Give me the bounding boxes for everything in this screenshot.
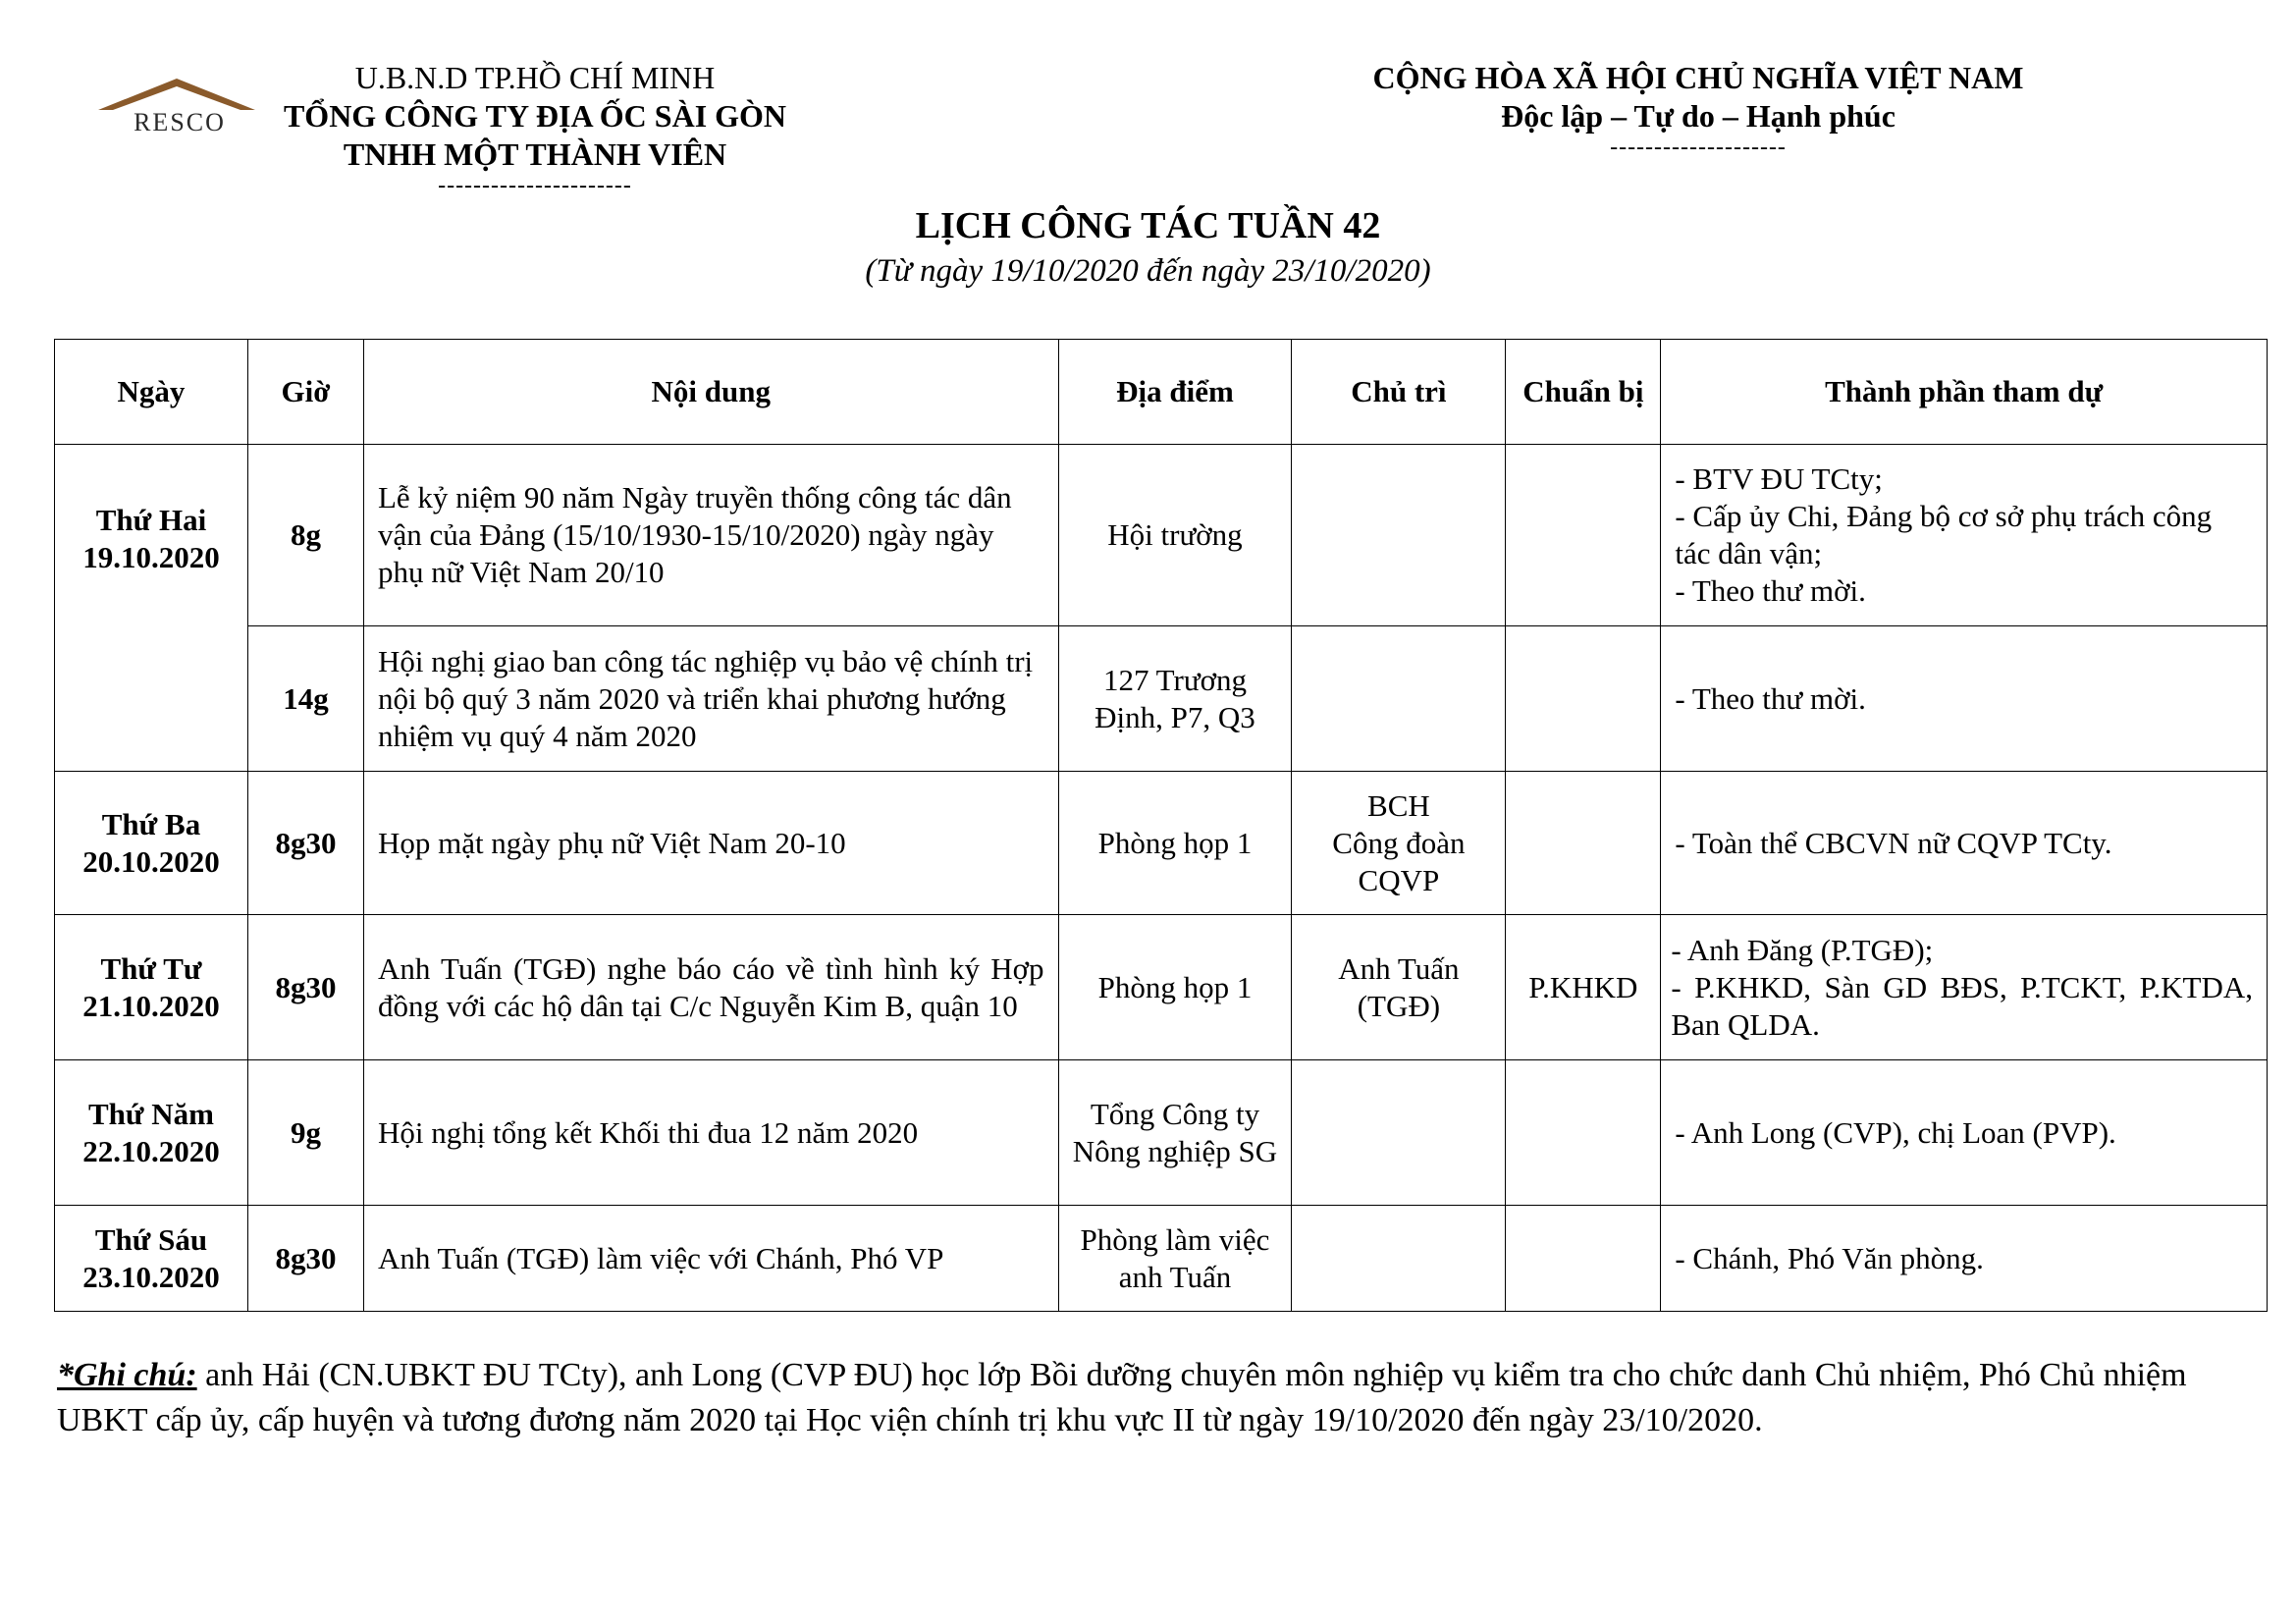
table-row [55,915,2268,1060]
cell-day: Thứ Năm 22.10.2020 [55,1060,248,1206]
cell-time: 8g30 [247,915,363,1060]
cell-place: Phòng họp 1 [1058,772,1292,915]
cell-attendees: - Chánh, Phó Văn phòng. [1661,1206,2268,1312]
cell-attendees: - Theo thư mời. [1661,626,2268,772]
cell-time: 8g30 [247,1206,363,1312]
header-place: Địa điểm [1058,340,1292,445]
cell-chair [1292,1206,1506,1312]
header-day: Ngày [55,340,248,445]
page-subtitle: (Từ ngày 19/10/2020 đến ngày 23/10/2020) [865,253,1431,289]
cell-content: Họp mặt ngày phụ nữ Việt Nam 20-10 [363,772,1058,915]
cell-content: Lễ kỷ niệm 90 năm Ngày truyền thống công tác dân vận của Đảng (15/10/1930-15/10/2020) ngày ngày phụ nữ Việt Nam 20/10 [363,445,1058,626]
cell-content: Hội nghị tổng kết Khối thi đua 12 năm 2020 [363,1060,1058,1206]
cell-attendees: - BTV ĐU TCty; - Cấp ủy Chi, Đảng bộ cơ sở phụ trách công tác dân vận; - Theo thư mời. [1661,445,2268,626]
footnote-label: *Ghi chú: [57,1357,197,1393]
header-time: Giờ [247,340,363,445]
table-row [55,445,2268,626]
header-attendees: Thành phần tham dự [1661,340,2268,445]
cell-prep: P.KHKD [1506,915,1661,1060]
cell-place: Phòng họp 1 [1058,915,1292,1060]
page-title: LỊCH CÔNG TÁC TUẦN 42 [915,205,1381,246]
cell-chair: Anh Tuấn (TGĐ) [1292,915,1506,1060]
cell-place: 127 Trương Định, P7, Q3 [1058,626,1292,772]
cell-time: 14g [247,626,363,772]
cell-prep [1506,1206,1661,1312]
cell-attendees: - Toàn thể CBCVN nữ CQVP TCty. [1661,772,2268,915]
cell-day: Thứ Hai 19.10.2020 [55,445,248,772]
cell-prep [1506,445,1661,626]
table-row [55,772,2268,915]
footnote-label-text: Ghi chú: [74,1357,197,1393]
cell-prep [1506,1060,1661,1206]
cell-place: Phòng làm việc anh Tuấn [1058,1206,1292,1312]
national-header [1306,59,2091,159]
cell-time: 9g [247,1060,363,1206]
cell-chair [1292,626,1506,772]
cell-place: Tổng Công ty Nông nghiệp SG [1058,1060,1292,1206]
table-row [55,626,2268,772]
header-content: Nội dung [363,340,1058,445]
org-line-1: U.B.N.D TP.HỒ CHÍ MINH [354,60,716,95]
cell-day: Thứ Tư 21.10.2020 [55,915,248,1060]
cell-content: Anh Tuấn (TGĐ) nghe báo cáo về tình hình ký Hợp đồng với các hộ dân tại C/c Nguyễn Kim B, quận 10 [363,915,1058,1060]
cell-chair [1292,1060,1506,1206]
cell-attendees: - Anh Long (CVP), chị Loan (PVP). [1661,1060,2268,1206]
header-chair: Chủ trì [1292,340,1506,445]
cell-time: 8g30 [247,772,363,915]
logo-text: RESCO [133,108,226,136]
table-row [55,1060,2268,1206]
nation-separator: -------------------- [1610,135,1787,160]
org-line-3: TNHH MỘT THÀNH VIÊN [343,136,727,172]
footnote [57,1353,2207,1443]
cell-chair [1292,445,1506,626]
cell-day: Thứ Sáu 23.10.2020 [55,1206,248,1312]
cell-content: Anh Tuấn (TGĐ) làm việc với Chánh, Phó VP [363,1206,1058,1312]
org-line-2: TỔNG CÔNG TY ĐỊA ỐC SÀI GÒN [283,98,787,134]
table-header-row [55,340,2268,445]
schedule-table [54,339,2268,1312]
cell-time: 8g [247,445,363,626]
organization-header [265,59,805,197]
cell-content: Hội nghị giao ban công tác nghiệp vụ bảo vệ chính trị nội bộ quý 3 năm 2020 và triển khai phương hướng nhiệm vụ quý 4 năm 2020 [363,626,1058,772]
table-row [55,1206,2268,1312]
nation-line-1: CỘNG HÒA XÃ HỘI CHỦ NGHĨA VIỆT NAM [1372,60,2024,95]
cell-day: Thứ Ba 20.10.2020 [55,772,248,915]
header-prep: Chuẩn bị [1506,340,1661,445]
footnote-text: anh Hải (CN.UBKT ĐU TCty), anh Long (CVP ĐU) học lớp Bồi dưỡng chuyên môn nghiệp vụ kiểm tra cho chức danh Chủ nhiệm, Phó Chủ nhiệm UBKT cấp ủy, cấp huyện và tương đương năm 2020 tại Học viện chính trị khu vực II từ ngày 19/10/2020 đến ngày 23/10/2020. [57,1357,2187,1438]
cell-attendees: - Anh Đăng (P.TGĐ); - P.KHKD, Sàn GD BĐS, P.TCKT, P.KTDA, Ban QLDA. [1661,915,2268,1060]
cell-chair: BCH Công đoàn CQVP [1292,772,1506,915]
cell-prep [1506,772,1661,915]
nation-line-2: Độc lập – Tự do – Hạnh phúc [1501,98,1896,134]
cell-prep [1506,626,1661,772]
cell-place: Hội trường [1058,445,1292,626]
org-separator: ---------------------- [438,173,632,198]
resco-logo [93,77,260,135]
